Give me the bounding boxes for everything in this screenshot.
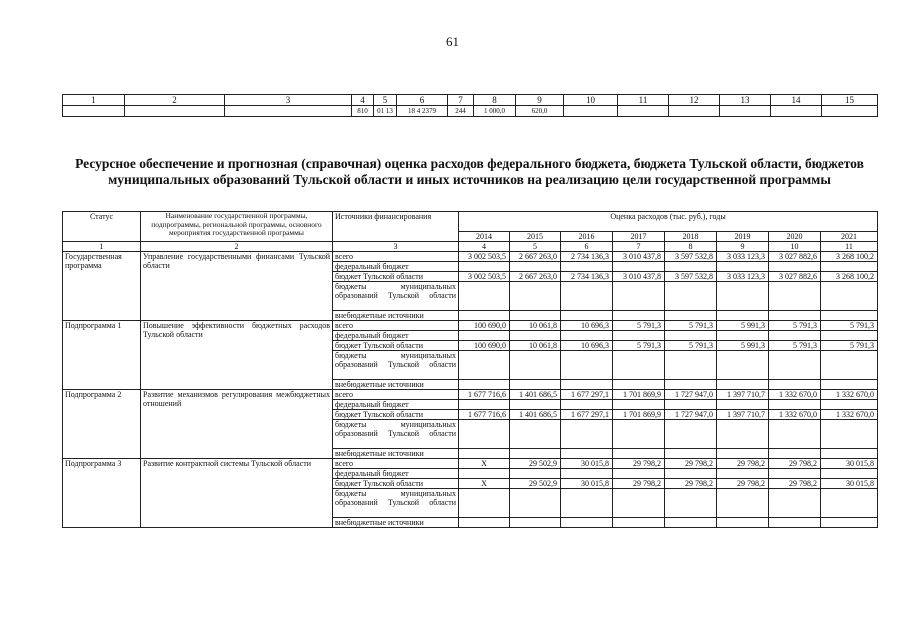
- continuation-value-cell: [63, 106, 125, 117]
- source-label-text: всего: [335, 459, 354, 468]
- value-cell: 5 791,3: [665, 341, 717, 351]
- source-label: [333, 321, 459, 331]
- document-title: Ресурсное обеспечение и прогнозная (справочная) оценка расходов федерального бюджета, бюджета Тульской области, бюджетов муниципальных образований Тульской области и иных источников на реализацию цели государственной программы: [75, 156, 864, 187]
- value-cell: Х: [459, 479, 510, 489]
- continuation-value-cell: [225, 106, 352, 117]
- source-label-text: внебюджетные источники: [335, 380, 424, 389]
- value-cell: 3 597 532,8: [665, 252, 717, 262]
- continuation-header-cell: 5: [374, 95, 397, 106]
- value-cell: [821, 469, 878, 479]
- value-cell: [769, 420, 821, 449]
- source-label-text: всего: [335, 390, 354, 399]
- continuation-value-cell: 810: [352, 106, 374, 117]
- program-name: Повышение эффективности бюджетных расходов Тульской области: [141, 321, 333, 390]
- value-cell: 5 791,3: [613, 321, 665, 331]
- value-cell: 5 791,3: [821, 321, 878, 331]
- value-cell: 1 397 710,7: [717, 390, 769, 400]
- value-cell: [613, 380, 665, 390]
- value-cell: [717, 282, 769, 311]
- value-cell: 100 690,0: [459, 341, 510, 351]
- value-cell: [769, 380, 821, 390]
- header-sources: Источники финансирования: [333, 212, 459, 242]
- source-label-text: федеральный бюджет: [335, 331, 409, 340]
- page-number: 61: [446, 34, 459, 49]
- header-year: 2020: [769, 232, 821, 242]
- program-name: Развитие контрактной системы Тульской области: [141, 459, 333, 528]
- header-year: 2018: [665, 232, 717, 242]
- continuation-header-cell: 7: [448, 95, 474, 106]
- value-cell: 3 268 100,2: [821, 272, 878, 282]
- value-cell: [665, 518, 717, 528]
- value-cell: [769, 351, 821, 380]
- continuation-value-cell: [564, 106, 618, 117]
- value-cell: [561, 311, 613, 321]
- header-estimate: Оценка расходов (тыс. руб.), годы: [459, 212, 878, 232]
- value-cell: [459, 449, 510, 459]
- source-label: [333, 390, 459, 400]
- value-cell: [561, 282, 613, 311]
- continuation-header-cell: 2: [125, 95, 225, 106]
- value-cell: [561, 489, 613, 518]
- continuation-header-cell: 4: [352, 95, 374, 106]
- continuation-value-cell: [618, 106, 669, 117]
- value-cell: 29 798,2: [717, 479, 769, 489]
- value-cell: 1 397 710,7: [717, 410, 769, 420]
- value-cell: 1 727 947,0: [665, 390, 717, 400]
- value-cell: 3 033 123,3: [717, 252, 769, 262]
- value-cell: [459, 282, 510, 311]
- source-label: [333, 459, 459, 469]
- value-cell: [561, 262, 613, 272]
- column-index-cell: 4: [459, 242, 510, 252]
- value-cell: [613, 449, 665, 459]
- continuation-header-cell: 15: [822, 95, 878, 106]
- source-label: [333, 489, 459, 518]
- value-cell: [510, 331, 561, 341]
- value-cell: [665, 351, 717, 380]
- value-cell: [769, 400, 821, 410]
- source-label-text: бюджеты муниципальных образований Тульской области: [335, 351, 456, 369]
- value-cell: [717, 262, 769, 272]
- value-cell: [821, 518, 878, 528]
- value-cell: 30 015,8: [561, 459, 613, 469]
- continuation-value-cell: 1 000,0: [474, 106, 516, 117]
- value-cell: [769, 262, 821, 272]
- value-cell: 5 991,3: [717, 321, 769, 331]
- program-row-total: [63, 390, 878, 400]
- value-cell: [561, 400, 613, 410]
- column-index-cell: 3: [333, 242, 459, 252]
- value-cell: 5 791,3: [769, 341, 821, 351]
- value-cell: [510, 311, 561, 321]
- value-cell: [459, 400, 510, 410]
- value-cell: [613, 518, 665, 528]
- value-cell: [665, 469, 717, 479]
- continuation-value-cell: [771, 106, 822, 117]
- value-cell: [561, 469, 613, 479]
- source-label: [333, 272, 459, 282]
- source-label: [333, 410, 459, 420]
- source-label: [333, 479, 459, 489]
- source-label-text: бюджеты муниципальных образований Тульской области: [335, 489, 456, 507]
- column-index-cell: 7: [613, 242, 665, 252]
- value-cell: [613, 311, 665, 321]
- value-cell: [821, 400, 878, 410]
- column-index-cell: 5: [510, 242, 561, 252]
- value-cell: 29 798,2: [769, 459, 821, 469]
- program-status: Государственная программа: [63, 252, 141, 321]
- value-cell: [821, 449, 878, 459]
- value-cell: [821, 331, 878, 341]
- value-cell: [717, 420, 769, 449]
- value-cell: 29 798,2: [717, 459, 769, 469]
- value-cell: 1 332 670,0: [769, 390, 821, 400]
- value-cell: [459, 311, 510, 321]
- value-cell: [717, 469, 769, 479]
- source-label-text: внебюджетные источники: [335, 518, 424, 527]
- continuation-value-cell: 18 4 2379: [397, 106, 448, 117]
- continuation-header-cell: 14: [771, 95, 822, 106]
- value-cell: [561, 331, 613, 341]
- value-cell: [769, 518, 821, 528]
- value-cell: [665, 489, 717, 518]
- continuation-value-cell: [125, 106, 225, 117]
- header-status: Статус: [63, 212, 141, 242]
- header-year: 2019: [717, 232, 769, 242]
- value-cell: 1 401 686,5: [510, 390, 561, 400]
- value-cell: 29 798,2: [665, 479, 717, 489]
- value-cell: 30 015,8: [561, 479, 613, 489]
- source-label: [333, 380, 459, 390]
- value-cell: [459, 351, 510, 380]
- value-cell: [717, 311, 769, 321]
- source-label-text: бюджет Тульской области: [335, 479, 424, 488]
- value-cell: [769, 331, 821, 341]
- value-cell: [665, 262, 717, 272]
- value-cell: [821, 380, 878, 390]
- source-label: [333, 400, 459, 410]
- value-cell: 3 033 123,3: [717, 272, 769, 282]
- value-cell: [821, 351, 878, 380]
- value-cell: [561, 449, 613, 459]
- source-label-text: всего: [335, 321, 354, 330]
- value-cell: [613, 331, 665, 341]
- value-cell: [459, 380, 510, 390]
- value-cell: 3 268 100,2: [821, 252, 878, 262]
- source-label-text: внебюджетные источники: [335, 449, 424, 458]
- value-cell: 1 332 670,0: [821, 390, 878, 400]
- program-row-total: [63, 459, 878, 469]
- continuation-values-row: [63, 106, 878, 117]
- value-cell: [459, 420, 510, 449]
- source-label: [333, 262, 459, 272]
- value-cell: 5 791,3: [769, 321, 821, 331]
- value-cell: 3 002 503,5: [459, 272, 510, 282]
- value-cell: 1 401 686,5: [510, 410, 561, 420]
- value-cell: [613, 420, 665, 449]
- value-cell: 1 332 670,0: [769, 410, 821, 420]
- value-cell: [613, 489, 665, 518]
- value-cell: 2 734 136,3: [561, 252, 613, 262]
- continuation-header-cell: 13: [720, 95, 771, 106]
- source-label: [333, 311, 459, 321]
- value-cell: [665, 311, 717, 321]
- value-cell: [561, 518, 613, 528]
- value-cell: [769, 469, 821, 479]
- source-label: [333, 449, 459, 459]
- value-cell: 2 667 263,0: [510, 272, 561, 282]
- source-label: [333, 252, 459, 262]
- header-year: 2017: [613, 232, 665, 242]
- value-cell: 29 798,2: [665, 459, 717, 469]
- continuation-value-cell: 620,0: [516, 106, 564, 117]
- value-cell: [613, 351, 665, 380]
- header-year: 2014: [459, 232, 510, 242]
- continuation-header-cell: 1: [63, 95, 125, 106]
- continuation-value-cell: [720, 106, 771, 117]
- source-label-text: федеральный бюджет: [335, 262, 409, 271]
- value-cell: 10 061,8: [510, 321, 561, 331]
- value-cell: 10 696,3: [561, 321, 613, 331]
- value-cell: [510, 380, 561, 390]
- source-label: [333, 469, 459, 479]
- value-cell: [717, 449, 769, 459]
- value-cell: 3 010 437,8: [613, 272, 665, 282]
- value-cell: [821, 311, 878, 321]
- program-row-total: [63, 252, 878, 262]
- value-cell: [821, 489, 878, 518]
- value-cell: 100 690,0: [459, 321, 510, 331]
- value-cell: 3 010 437,8: [613, 252, 665, 262]
- value-cell: 2 734 136,3: [561, 272, 613, 282]
- header-year: 2015: [510, 232, 561, 242]
- continuation-value-cell: [822, 106, 878, 117]
- value-cell: 5 991,3: [717, 341, 769, 351]
- value-cell: 10 061,8: [510, 341, 561, 351]
- value-cell: [459, 331, 510, 341]
- program-name: Развитие механизмов регулирования межбюджетных отношений: [141, 390, 333, 459]
- value-cell: 29 798,2: [769, 479, 821, 489]
- value-cell: [665, 282, 717, 311]
- value-cell: 3 002 503,5: [459, 252, 510, 262]
- value-cell: [821, 262, 878, 272]
- resource-table: [62, 211, 878, 528]
- value-cell: [717, 400, 769, 410]
- value-cell: 5 791,3: [821, 341, 878, 351]
- source-label: [333, 282, 459, 311]
- program-status: Подпрограмма 1: [63, 321, 141, 390]
- value-cell: [613, 262, 665, 272]
- value-cell: 1 701 869,9: [613, 410, 665, 420]
- source-label-text: федеральный бюджет: [335, 469, 409, 478]
- value-cell: [510, 469, 561, 479]
- value-cell: [769, 311, 821, 321]
- value-cell: 29 798,2: [613, 459, 665, 469]
- value-cell: [769, 449, 821, 459]
- continuation-value-cell: [669, 106, 720, 117]
- value-cell: [665, 449, 717, 459]
- value-cell: [510, 351, 561, 380]
- value-cell: [717, 331, 769, 341]
- value-cell: [665, 380, 717, 390]
- continuation-value-cell: 244: [448, 106, 474, 117]
- continuation-header-cell: 11: [618, 95, 669, 106]
- source-label-text: федеральный бюджет: [335, 400, 409, 409]
- value-cell: 30 015,8: [821, 459, 878, 469]
- value-cell: [717, 380, 769, 390]
- source-label-text: бюджет Тульской области: [335, 272, 424, 281]
- source-label: [333, 341, 459, 351]
- value-cell: 29 798,2: [613, 479, 665, 489]
- header-year: 2021: [821, 232, 878, 242]
- column-index-cell: 8: [665, 242, 717, 252]
- source-label-text: бюджет Тульской области: [335, 341, 424, 350]
- column-index-cell: 6: [561, 242, 613, 252]
- value-cell: 5 791,3: [613, 341, 665, 351]
- header-year: 2016: [561, 232, 613, 242]
- header-row-main: [63, 212, 878, 232]
- value-cell: [459, 489, 510, 518]
- value-cell: [459, 518, 510, 528]
- source-label: [333, 518, 459, 528]
- source-label: [333, 331, 459, 341]
- value-cell: [665, 331, 717, 341]
- value-cell: 10 696,3: [561, 341, 613, 351]
- value-cell: [665, 420, 717, 449]
- continuation-header-cell: 10: [564, 95, 618, 106]
- value-cell: [821, 282, 878, 311]
- value-cell: 1 677 716,6: [459, 410, 510, 420]
- value-cell: [459, 262, 510, 272]
- value-cell: [717, 518, 769, 528]
- value-cell: 30 015,8: [821, 479, 878, 489]
- value-cell: [561, 380, 613, 390]
- continuation-header-cell: 6: [397, 95, 448, 106]
- continuation-header-cell: 12: [669, 95, 720, 106]
- value-cell: 2 667 263,0: [510, 252, 561, 262]
- continuation-header-cell: 3: [225, 95, 352, 106]
- column-index-cell: 11: [821, 242, 878, 252]
- value-cell: [769, 282, 821, 311]
- value-cell: [510, 489, 561, 518]
- value-cell: [717, 489, 769, 518]
- continuation-value-cell: 01 13: [374, 106, 397, 117]
- value-cell: [717, 351, 769, 380]
- value-cell: [613, 282, 665, 311]
- value-cell: 1 677 716,6: [459, 390, 510, 400]
- value-cell: [459, 469, 510, 479]
- continuation-table: [62, 94, 878, 117]
- value-cell: 1 677 297,1: [561, 410, 613, 420]
- source-label-text: внебюджетные источники: [335, 311, 424, 320]
- value-cell: 1 332 670,0: [821, 410, 878, 420]
- program-name: Управление государственными финансами Тульской области: [141, 252, 333, 321]
- column-index-cell: 10: [769, 242, 821, 252]
- value-cell: [510, 282, 561, 311]
- continuation-header-row: [63, 95, 878, 106]
- value-cell: [561, 351, 613, 380]
- value-cell: 1 677 297,1: [561, 390, 613, 400]
- value-cell: 3 597 532,8: [665, 272, 717, 282]
- value-cell: [613, 469, 665, 479]
- program-row-total: [63, 321, 878, 331]
- value-cell: [665, 400, 717, 410]
- value-cell: [510, 400, 561, 410]
- value-cell: [561, 420, 613, 449]
- value-cell: [510, 420, 561, 449]
- value-cell: 1 701 869,9: [613, 390, 665, 400]
- column-index-row: [63, 242, 878, 252]
- value-cell: [613, 400, 665, 410]
- continuation-header-cell: 9: [516, 95, 564, 106]
- value-cell: 3 027 882,6: [769, 272, 821, 282]
- program-status: Подпрограмма 3: [63, 459, 141, 528]
- value-cell: 1 727 947,0: [665, 410, 717, 420]
- value-cell: Х: [459, 459, 510, 469]
- value-cell: [510, 449, 561, 459]
- value-cell: 29 502,9: [510, 459, 561, 469]
- value-cell: 3 027 882,6: [769, 252, 821, 262]
- source-label-text: бюджет Тульской области: [335, 410, 424, 419]
- column-index-cell: 1: [63, 242, 141, 252]
- value-cell: [821, 420, 878, 449]
- program-status: Подпрограмма 2: [63, 390, 141, 459]
- value-cell: [510, 518, 561, 528]
- source-label: [333, 351, 459, 380]
- source-label-text: всего: [335, 252, 354, 261]
- header-name: Наименование государственной программы, подпрограммы, региональной программы, основного мероприятия государственной программы: [141, 212, 333, 242]
- source-label-text: бюджеты муниципальных образований Тульской области: [335, 420, 456, 438]
- value-cell: [769, 489, 821, 518]
- column-index-cell: 2: [141, 242, 333, 252]
- continuation-header-cell: 8: [474, 95, 516, 106]
- value-cell: 5 791,3: [665, 321, 717, 331]
- source-label: [333, 420, 459, 449]
- value-cell: [510, 262, 561, 272]
- source-label-text: бюджеты муниципальных образований Тульской области: [335, 282, 456, 300]
- column-index-cell: 9: [717, 242, 769, 252]
- value-cell: 29 502,9: [510, 479, 561, 489]
